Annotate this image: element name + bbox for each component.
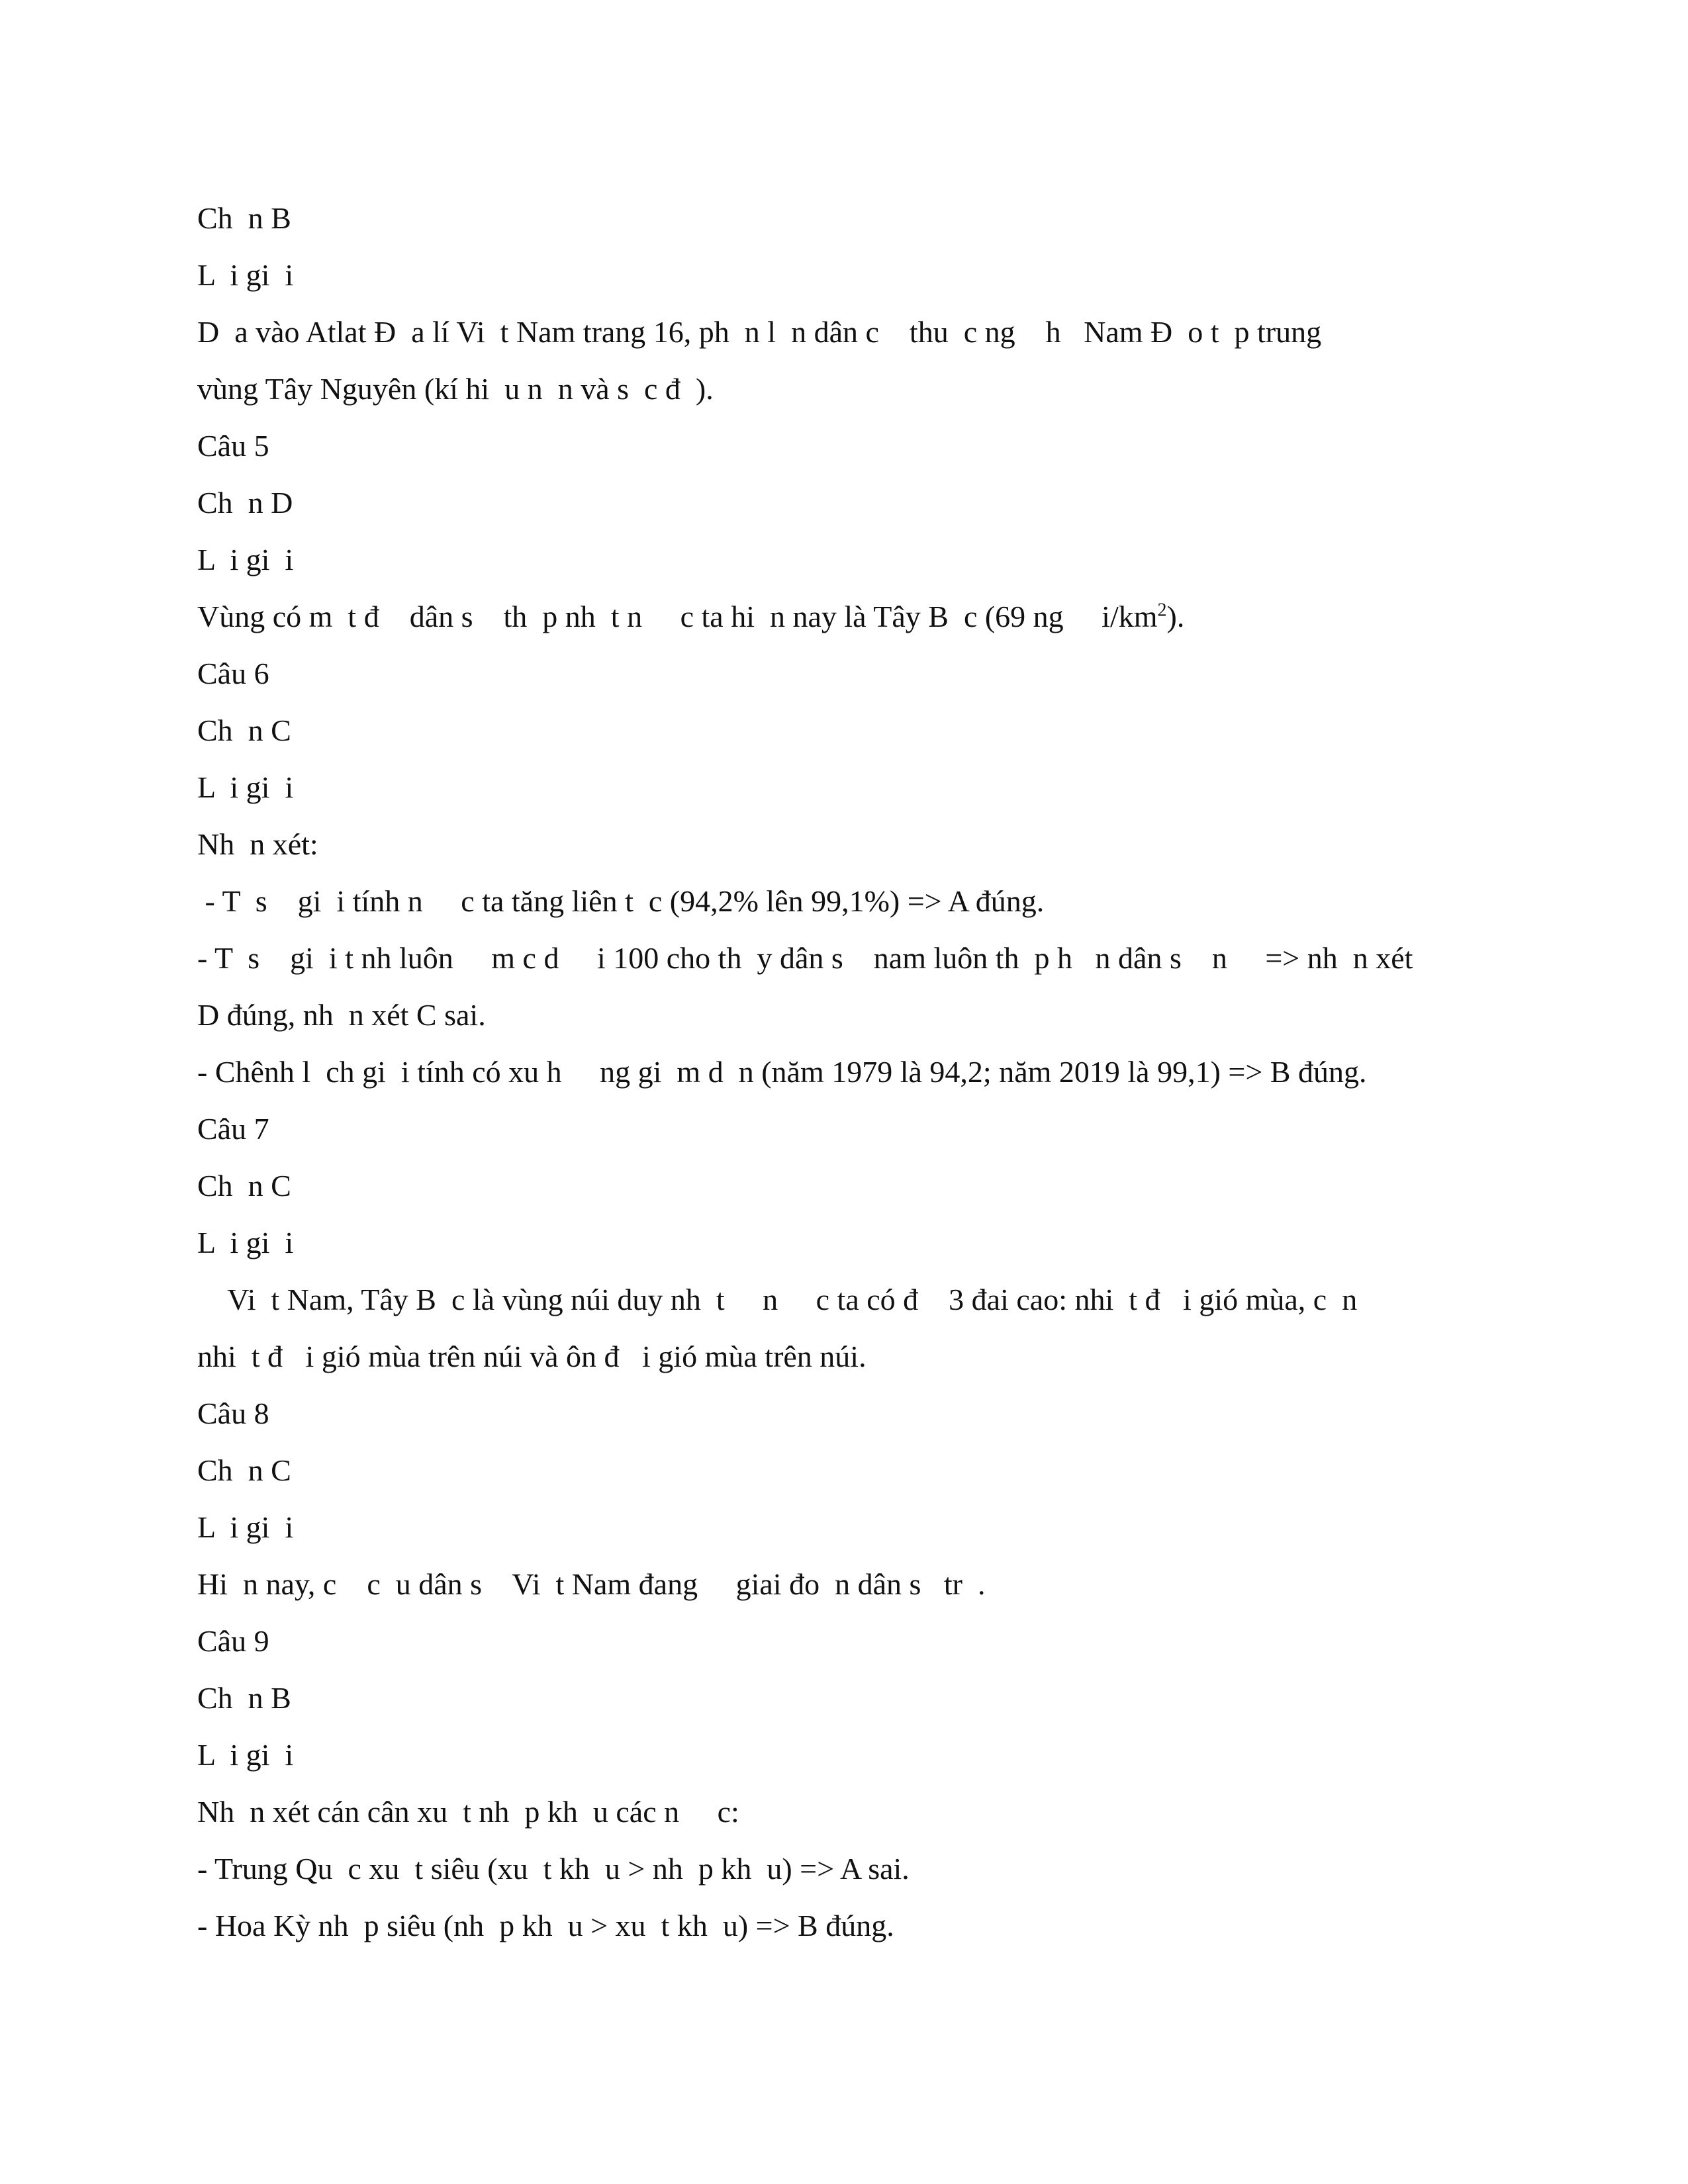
question-heading: Câu 5 (197, 429, 269, 463)
answer-choice: Ch n C (197, 1453, 291, 1487)
text-line: D a vào Atlat Đ a lí Vi t Nam trang 16, ph n l n dân c thu c ng h Nam Đ o t p trung (197, 315, 1322, 349)
answer-choice: Ch n C (197, 713, 291, 747)
text-line: vùng Tây Nguyên (kí hi u n n và s c đ ). (197, 372, 714, 406)
question-heading: Câu 9 (197, 1624, 269, 1658)
text-line: Ch n B (197, 201, 291, 235)
question-heading: Câu 8 (197, 1396, 269, 1430)
text-line: - Chênh l ch gi i tính có xu h ng gi m d n (năm 1979 là 94,2; năm 2019 là 99,1) => B đúng. (197, 1055, 1367, 1089)
text-line-density (197, 597, 1495, 654)
superscript: 2 (1157, 600, 1167, 621)
answer-choice: Ch n C (197, 1169, 291, 1203)
text-line: Vi t Nam, Tây B c là vùng núi duy nh t n c ta có đ 3 đai cao: nhi t đ i gió mùa, c n (197, 1283, 1358, 1316)
text-line: Nh n xét cán cân xu t nh p kh u các n c: (197, 1795, 739, 1829)
answer-choice: Ch n D (197, 486, 293, 520)
text-line: - T s gi i t nh luôn m c d i 100 cho th y dân s nam luôn th p h n dân s n => nh n xét (197, 941, 1413, 975)
text-line: L i gi i (197, 1510, 294, 1544)
text-line: - Hoa Kỳ nh p siêu (nh p kh u > xu t kh u) => B đúng. (197, 1909, 894, 1942)
text-line: Nh n xét: (197, 827, 318, 861)
text-line: L i gi i (197, 1226, 294, 1259)
text-line: nhi t đ i gió mùa trên núi và ôn đ i gió mùa trên núi. (197, 1340, 867, 1373)
question-heading: Câu 7 (197, 1112, 269, 1146)
text-line: - T s gi i tính n c ta tăng liên t c (94,2% lên 99,1%) => A đúng. (197, 884, 1045, 918)
text-line: - Trung Qu c xu t siêu (xu t kh u > nh p kh u) => A sai. (197, 1852, 910, 1886)
text-line: L i gi i (197, 543, 294, 576)
document-body (197, 199, 1495, 1963)
density-text: Vùng có m t đ dân s th p nh t n c ta hi n nay là Tây B c (69 ng i/km (197, 600, 1158, 633)
question-heading: Câu 6 (197, 657, 269, 690)
text-line: L i gi i (197, 1738, 294, 1772)
text-line: L i gi i (197, 770, 294, 804)
text-line: L i gi i (197, 258, 294, 292)
text-line: D đúng, nh n xét C sai. (197, 998, 486, 1032)
text-line: Hi n nay, c c u dân s Vi t Nam đang giai đo n dân s tr . (197, 1567, 986, 1601)
answer-choice: Ch n B (197, 1681, 291, 1715)
density-suffix: ). (1166, 600, 1185, 633)
